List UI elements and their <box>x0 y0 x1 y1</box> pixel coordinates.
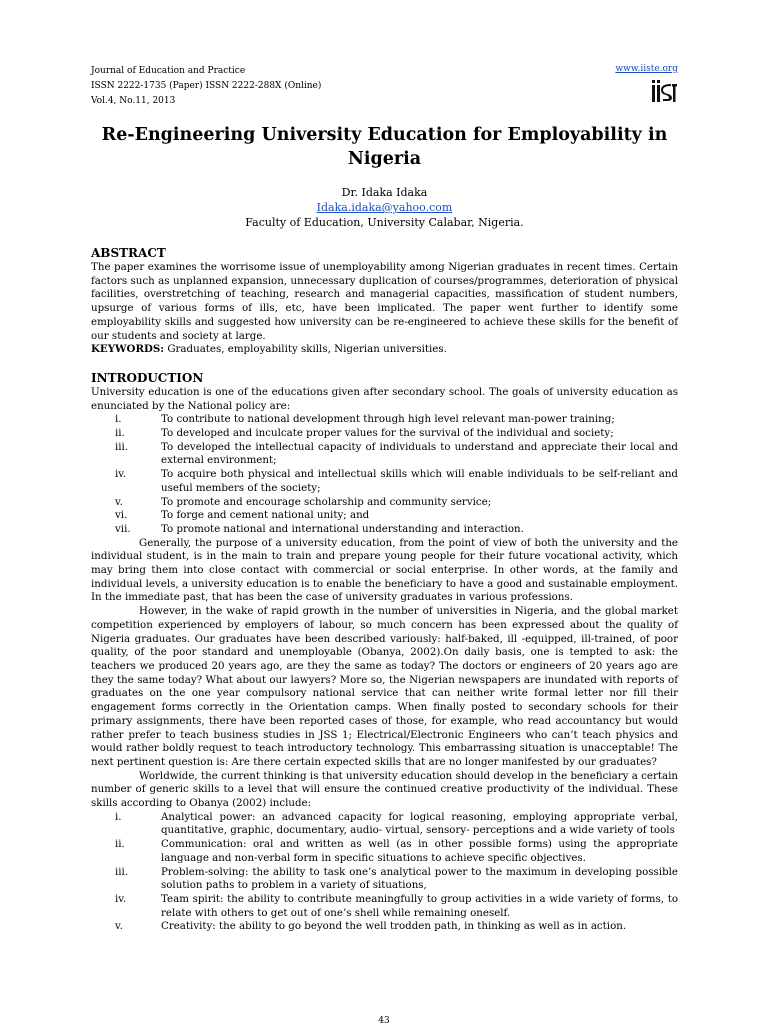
list-item <box>91 468 678 495</box>
list-text: Communication: oral and written as well (as in other possible forms) using the appropriate language and non-verbal form in specific situations to achieve specific objectives. <box>161 838 678 864</box>
introduction-lead: University education is one of the educations given after secondary school. The goals of university education as enunciated by the National policy are: <box>91 385 678 412</box>
body-paragraph-1: Generally, the purpose of a university education, from the point of view of both the university and the individual student, is in the main to train and prepare young people for their future vocational activity, which may bring them into close contact with commercial or social enterprise. In other words, at the family and individual levels, a university education is to enable the beneficiary to have a good and sustainable employment. In the immediate past, that has been the case of university graduates in various professions. <box>91 536 678 604</box>
list-item <box>91 413 678 427</box>
list-number: i. <box>115 810 122 823</box>
list-number: vii. <box>115 522 131 535</box>
author-affiliation: Faculty of Education, University Calabar, Nigeria. <box>245 216 524 229</box>
list-number: iii. <box>115 440 129 453</box>
list-item <box>91 427 678 441</box>
list-number: iii. <box>115 865 129 878</box>
list-number: iv. <box>115 468 127 481</box>
list-item <box>91 509 678 523</box>
list-text: To developed the intellectual capacity of individuals to understand and appreciate their local and external environment; <box>161 440 678 467</box>
list-item <box>91 496 678 510</box>
list-number: ii. <box>115 838 125 851</box>
paper-title: Re-Engineering University Education for Employability in Nigeria <box>101 125 668 169</box>
list-text: Creativity: the ability to go beyond the well trodden path, in thinking as well as in action. <box>161 920 627 933</box>
introduction-heading: INTRODUCTION <box>91 370 204 385</box>
skills-list <box>91 811 678 934</box>
journal-info <box>91 64 678 109</box>
journal-name: Journal of Education and Practice <box>91 66 246 76</box>
abstract-heading: ABSTRACT <box>91 246 166 260</box>
list-text: To promote and encourage scholarship and community service; <box>161 495 492 508</box>
issn-line: ISSN 2222-1735 (Paper) ISSN 2222-288X (Online) <box>91 81 322 91</box>
list-item <box>91 893 678 920</box>
author-email-link[interactable]: Idaka.idaka@yahoo.com <box>316 201 453 214</box>
list-number: v. <box>115 920 123 933</box>
list-text: Team spirit: the ability to contribute meaningfully to group activities in a wide variety of forms, to relate with others to get out of one’s shell while remaining oneself. <box>161 892 678 919</box>
list-item <box>91 811 678 838</box>
author-block <box>91 185 678 230</box>
keywords-line <box>91 343 678 357</box>
journal-url-link[interactable]: www.iiste.org <box>615 64 678 74</box>
page-number: 43 <box>378 1016 390 1026</box>
list-number: ii. <box>115 427 125 440</box>
list-item <box>91 866 678 893</box>
list-item <box>91 838 678 865</box>
list-text: To acquire both physical and intellectual skills which will enable individuals to be self-reliant and useful members of the society; <box>161 468 678 494</box>
list-text: Problem-solving: the ability to task one’s analytical power to the maximum in developing possible solution paths to problem in a variety of situations, <box>161 865 678 892</box>
list-item <box>91 920 678 934</box>
list-number: i. <box>115 413 122 426</box>
list-text: To contribute to national development through high level relevant man-power training; <box>161 413 615 426</box>
list-number: vi. <box>115 509 128 522</box>
list-item <box>91 441 678 468</box>
body-paragraph-2: However, in the wake of rapid growth in the number of universities in Nigeria, and the global market competition experienced by employers of labour, so much concern has been expressed about the quality of Nigeria graduates. Our graduates have been described variously: half-baked, ill -equipped, ill-trained, of poor quality, of the poor standard and unemployable (Obanya, 2002).On daily basis, one is tempted to ask: the teachers we produced 20 years ago, are they the same as today? The doctors or engineers of 20 years ago are they the same today? What about our lawyers? More so, the Nigerian newspapers are inundated with reports of graduates on the one year compulsory national service that can neither write formal letter nor fill their engagement forms correctly in the Orientation camps. When finally posted to secondary schools for their primary assignments, there have been reported cases of those, for example, who read accountancy but would rather prefer to teach business studies in JSS 1; Electrical/Electronic Engineers who can’t teach physics and would rather boldly request to teach introductory technology. This embarrassing situation is unacceptable! The next pertinent question is: Are there certain expected skills that are no longer manifested by our graduates? <box>91 605 678 768</box>
list-text: To promote national and international understanding and interaction. <box>161 522 524 535</box>
keywords-label: KEYWORDS: <box>91 343 165 356</box>
running-header <box>91 64 678 112</box>
iiste-logo <box>650 78 678 104</box>
list-text: Analytical power: an advanced capacity for logical reasoning, employing appropriate verbal, quantitative, graphic, documentary, audio- virtual, sensory- perceptions and a wide variety of tools <box>161 810 678 837</box>
list-item <box>91 523 678 537</box>
volume-line: Vol.4, No.11, 2013 <box>91 96 176 106</box>
keywords-text: Graduates, employability skills, Nigerian universities. <box>164 343 447 356</box>
list-text: To developed and inculcate proper values for the survival of the individual and society; <box>161 427 614 440</box>
goals-list <box>91 413 678 536</box>
abstract-text: The paper examines the worrisome issue of unemployability among Nigerian graduates in recent times. Certain factors such as unplanned expansion, unnecessary duplication of courses/programmes, deterioration of physical facilities, overstretching of teaching, research and managerial capacities, massification of student numbers, upsurge of various forms of ills, etc, have been implicated. The paper went further to identify some employability skills and suggested how university can be re-engineered to achieve these skills for the benefit of our students and society at large. <box>91 261 678 342</box>
list-number: v. <box>115 495 123 508</box>
body-paragraph-3: Worldwide, the current thinking is that university education should develop in the beneficiary a certain number of generic skills to a level that will ensure the continued creative productivity of the individual. These skills according to Obanya (2002) include: <box>91 769 678 810</box>
list-text: To forge and cement national unity; and <box>161 509 370 522</box>
author-name: Dr. Idaka Idaka <box>341 186 428 199</box>
list-number: iv. <box>115 892 127 905</box>
